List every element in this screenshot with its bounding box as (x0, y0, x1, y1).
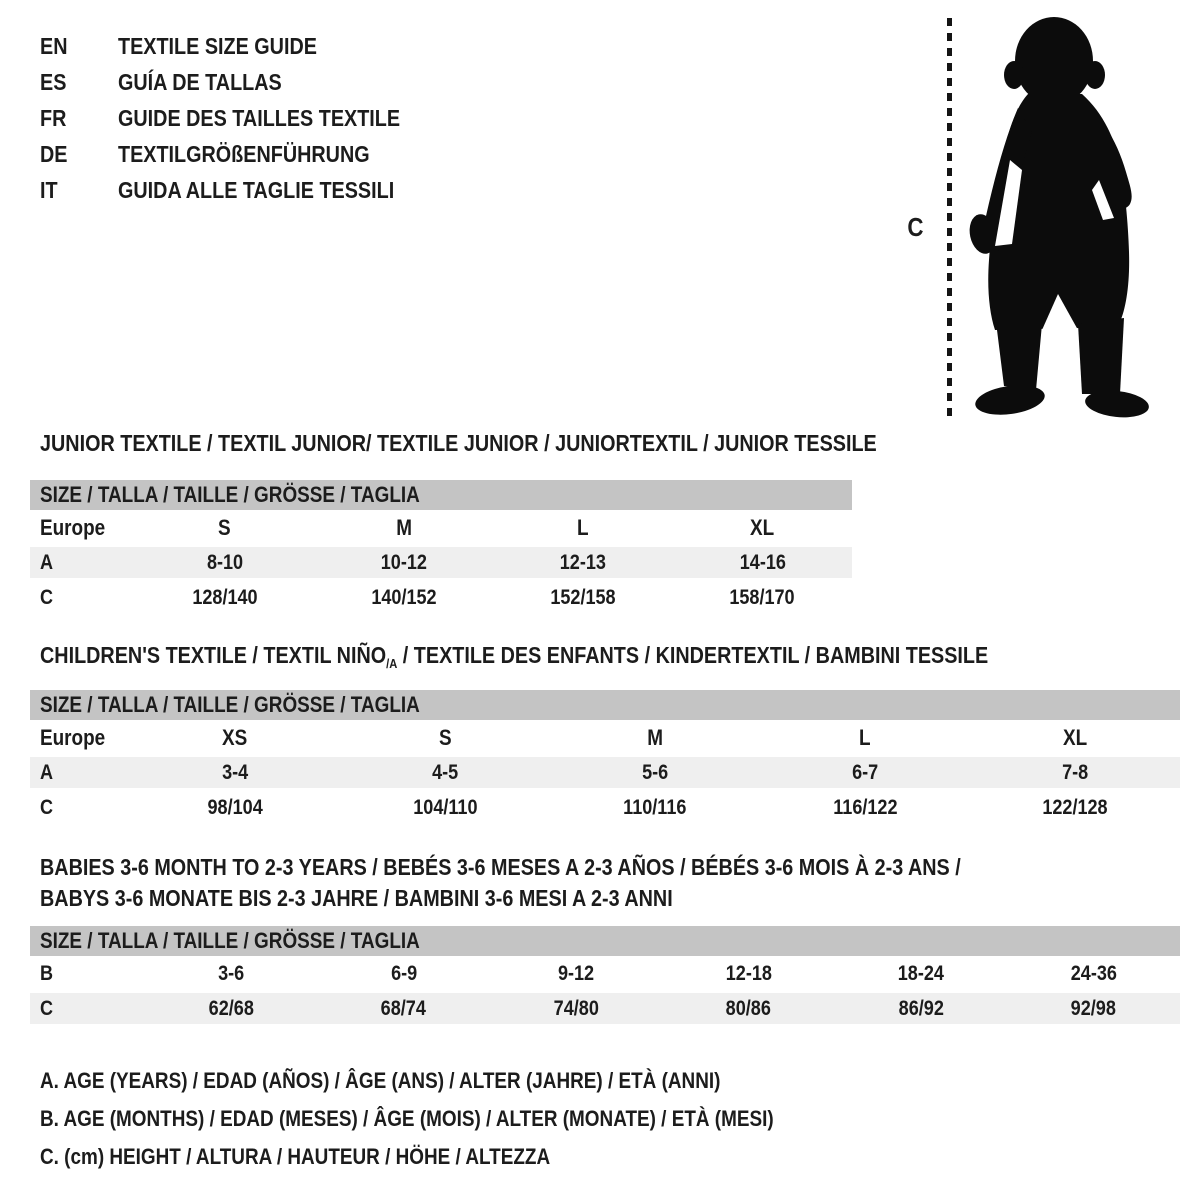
value-cell: 4-5 (431, 760, 459, 784)
language-title: TEXTILE SIZE GUIDE (118, 32, 317, 59)
language-code: EN (40, 32, 68, 59)
table-row (30, 991, 1180, 1026)
legend-line-c: C. (cm) HEIGHT / ALTURA / HAUTEUR / HÖHE / ALTEZZA (40, 1144, 551, 1169)
size-cell: XS (222, 724, 248, 750)
language-code: IT (40, 176, 58, 203)
value-cell: 6-7 (851, 760, 879, 784)
value-cell: 24-36 (1070, 961, 1117, 985)
table-row (30, 580, 852, 615)
size-header-bar: SIZE / TALLA / TAILLE / GRÖSSE / TAGLIA (30, 926, 1180, 956)
size-header-bar: SIZE / TALLA / TAILLE / GRÖSSE / TAGLIA (30, 690, 1180, 720)
size-cell: XL (750, 514, 775, 540)
babies-section-title: BABIES 3-6 MONTH TO 2-3 YEARS / BEBÉS 3-6 MESES A 2-3 AÑOS / BÉBÉS 3-6 MOIS À 2-3 ANS / BABYS 3-6 MONATE BIS 2-3 JAHRE / BAMBINI 3-6 MESI A 2-3 ANNI (40, 854, 961, 911)
language-code: FR (40, 104, 67, 131)
value-cell: 12-13 (560, 550, 607, 574)
children-size-table (30, 690, 1180, 825)
language-row-it (40, 172, 446, 208)
language-row-de (40, 136, 446, 172)
toddler-silhouette-image (962, 12, 1152, 422)
value-cell: 10-12 (380, 550, 427, 574)
value-cell: 116/122 (832, 795, 898, 819)
table-row (30, 720, 1180, 755)
value-cell: 14-16 (739, 550, 786, 574)
value-cell: 122/128 (1042, 795, 1108, 819)
table-row (30, 790, 1180, 825)
value-cell: 98/104 (207, 795, 263, 819)
language-code: DE (40, 140, 68, 167)
legend-line-b: B. AGE (MONTHS) / EDAD (MESES) / ÂGE (MOIS) / ALTER (MONATE) / ETÀ (MESI) (40, 1106, 774, 1131)
table-row (30, 956, 1180, 991)
junior-section-title: JUNIOR TEXTILE / TEXTIL JUNIOR/ TEXTILE JUNIOR / JUNIORTEXTIL / JUNIOR TESSILE (40, 430, 877, 456)
value-cell: 18-24 (898, 961, 945, 985)
size-cell: M (395, 514, 412, 540)
size-cell: S (438, 724, 452, 750)
value-cell: 158/170 (729, 585, 796, 609)
size-cell: S (218, 514, 231, 540)
value-cell: 80/86 (726, 996, 772, 1020)
language-title: TEXTILGRÖßENFÜHRUNG (118, 140, 370, 167)
value-cell: 152/158 (550, 585, 616, 609)
size-cell: XL (1062, 724, 1088, 750)
height-measure-label: C (907, 212, 924, 242)
value-cell: 3-4 (221, 760, 249, 784)
table-row (30, 545, 852, 580)
row-label-cell: C (40, 996, 54, 1020)
legend-line-a: A. AGE (YEARS) / EDAD (AÑOS) / ÂGE (ANS) / ALTER (JAHRE) / ETÀ (ANNI) (40, 1068, 721, 1093)
value-cell: 92/98 (1071, 996, 1117, 1020)
children-section-title: CHILDREN'S TEXTILE / TEXTIL $NIÑO_{/A}$ / TEXTILE DES ENFANTS / KINDERTEXTIL / BAMBINI TESSILE (40, 642, 989, 671)
language-title: GUÍA DE TALLAS (118, 68, 282, 95)
measurement-legend (40, 1062, 893, 1176)
row-label-cell: C (40, 795, 54, 819)
babies-size-table (30, 926, 1180, 1026)
row-label-cell: Europe (40, 724, 106, 750)
size-cell: M (647, 724, 663, 750)
size-cell: L (859, 724, 871, 750)
size-cell: L (577, 514, 589, 540)
language-header (40, 28, 446, 208)
value-cell: 12-18 (725, 961, 772, 985)
table-row (30, 755, 1180, 790)
row-label-cell: C (40, 585, 54, 609)
value-cell: 5-6 (641, 760, 669, 784)
value-cell: 104/110 (412, 795, 478, 819)
row-label-cell: Europe (40, 514, 106, 540)
value-cell: 110/116 (623, 795, 687, 819)
language-row-fr (40, 100, 446, 136)
value-cell: 3-6 (218, 961, 245, 985)
value-cell: 7-8 (1061, 760, 1089, 784)
value-cell: 62/68 (208, 996, 254, 1020)
language-code: ES (40, 68, 67, 95)
value-cell: 6-9 (390, 961, 417, 985)
language-title: GUIDA ALLE TAGLIE TESSILI (118, 176, 395, 203)
value-cell: 86/92 (898, 996, 944, 1020)
row-label-cell: B (40, 961, 54, 985)
value-cell: 128/140 (191, 585, 258, 609)
junior-size-table (30, 480, 852, 615)
value-cell: 74/80 (553, 996, 599, 1020)
language-title: GUIDE DES TAILLES TEXTILE (118, 104, 401, 131)
table-row (30, 510, 852, 545)
language-row-en (40, 28, 446, 64)
size-header-bar: SIZE / TALLA / TAILLE / GRÖSSE / TAGLIA (30, 480, 852, 510)
row-label-cell: A (40, 550, 54, 574)
value-cell: 140/152 (371, 585, 437, 609)
height-dotted-line (947, 18, 952, 418)
value-cell: 68/74 (381, 996, 427, 1020)
row-label-cell: A (40, 760, 54, 784)
value-cell: 8-10 (206, 550, 243, 574)
nino-a-subscript: /A (386, 656, 398, 671)
language-row-es (40, 64, 446, 100)
value-cell: 9-12 (558, 961, 595, 985)
